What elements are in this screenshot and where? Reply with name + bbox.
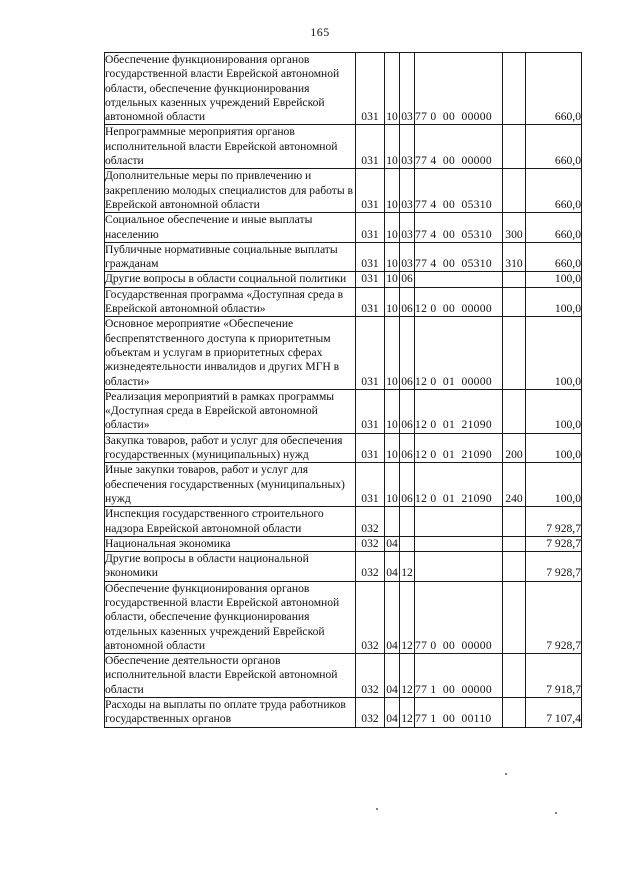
expense-type-cell [503, 287, 526, 317]
scan-speck [376, 808, 378, 810]
amount-cell: 100,0 [526, 287, 582, 317]
expense-type-cell [503, 125, 526, 169]
target-article-cell: 12 0 01 21090 [415, 463, 503, 507]
page-number: 165 [310, 25, 330, 39]
amount-cell: 7 928,7 [526, 507, 582, 537]
ministry-code-cell: 032 [356, 552, 385, 582]
target-article-cell: 12 0 01 00000 [415, 317, 503, 389]
subsection-code-cell: 03 [400, 242, 415, 272]
ministry-code-cell: 032 [356, 698, 385, 728]
target-article-cell: 77 4 00 05310 [415, 169, 503, 213]
expense-type-cell [503, 169, 526, 213]
expense-type-cell: 240 [503, 463, 526, 507]
subsection-code-cell: 06 [400, 389, 415, 433]
amount-cell: 100,0 [526, 463, 582, 507]
subsection-code-cell: 03 [400, 53, 415, 125]
table-row [105, 53, 582, 125]
expense-type-cell [503, 272, 526, 287]
target-article-cell: 12 0 00 00000 [415, 287, 503, 317]
target-article-cell: 77 4 00 05310 [415, 242, 503, 272]
subsection-code-cell: 03 [400, 213, 415, 243]
item-name-cell: Закупка товаров, работ и услуг для обеспечения государственных (муниципальных) нужд [105, 433, 356, 463]
target-article-cell [415, 552, 503, 582]
subsection-code-cell: 12 [400, 581, 415, 653]
table-row [105, 654, 582, 698]
subsection-code-cell: 06 [400, 463, 415, 507]
amount-cell: 7 928,7 [526, 536, 582, 551]
expense-type-cell [503, 581, 526, 653]
target-article-cell: 77 4 00 05310 [415, 213, 503, 243]
expense-type-cell [503, 389, 526, 433]
table-row [105, 287, 582, 317]
target-article-cell: 77 1 00 00110 [415, 698, 503, 728]
expense-type-cell: 300 [503, 213, 526, 243]
item-name-cell: Иные закупки товаров, работ и услуг для обеспечения государственных (муниципальных) нужд [105, 463, 356, 507]
ministry-code-cell: 031 [356, 433, 385, 463]
ministry-code-cell: 032 [356, 654, 385, 698]
table-row [105, 317, 582, 389]
subsection-code-cell: 06 [401, 272, 413, 286]
ministry-code-cell: 031 [356, 317, 385, 389]
expense-type-cell [503, 536, 526, 551]
expense-type-cell: 200 [503, 433, 526, 463]
table-row [105, 125, 582, 169]
amount-cell: 100,0 [526, 389, 582, 433]
target-article-cell [415, 272, 503, 287]
amount-cell: 100,0 [526, 433, 582, 463]
target-article-cell [415, 507, 503, 537]
ministry-code-cell: 032 [356, 507, 385, 537]
budget-table-body [105, 53, 582, 728]
section-code-cell: 10 [385, 53, 400, 125]
amount-cell: 660,0 [526, 242, 582, 272]
section-code-cell: 04 [385, 552, 400, 582]
section-code-cell: 04 [385, 581, 400, 653]
ministry-code-cell: 031 [356, 287, 385, 317]
amount-cell: 7 107,4 [526, 698, 582, 728]
amount-cell: 660,0 [526, 213, 582, 243]
section-code-cell: 10 [385, 389, 400, 433]
section-code-cell: 10 [385, 125, 400, 169]
item-name-cell: Социальное обеспечение и иные выплаты населению [105, 213, 356, 243]
expense-type-cell [503, 507, 526, 537]
item-name-cell: Дополнительные меры по привлечению и закреплению молодых специалистов для работы в Еврейской автономной области [105, 169, 356, 213]
section-code-cell: 10 [385, 169, 400, 213]
item-name-cell: Обеспечение функционирования органов государственной власти Еврейской автономной области, обеспечение функционирования отдельных казенных учреждений Еврейской автономной области [105, 581, 356, 653]
ministry-code-cell: 032 [356, 581, 385, 653]
target-article-cell: 12 0 01 21090 [415, 389, 503, 433]
item-name-cell: Расходы на выплаты по оплате труда работников государственных органов [105, 698, 356, 728]
ministry-code-cell: 031 [356, 53, 385, 125]
expense-type-cell [503, 317, 526, 389]
item-name-cell: Инспекция государственного строительного надзора Еврейской автономной области [105, 507, 356, 537]
expense-type-cell [503, 552, 526, 582]
subsection-code-cell [400, 507, 415, 537]
amount-cell: 660,0 [526, 169, 582, 213]
scan-speck [505, 773, 507, 775]
amount-cell: 660,0 [526, 125, 582, 169]
table-row [105, 433, 582, 463]
budget-table [104, 52, 582, 728]
target-article-cell: 77 4 00 00000 [415, 125, 503, 169]
scan-speck [555, 812, 557, 814]
amount-cell: 100,0 [526, 272, 582, 287]
section-code-cell: 10 [385, 433, 400, 463]
ministry-code-cell: 031 [356, 213, 385, 243]
target-article-cell [415, 536, 503, 551]
table-row [105, 463, 582, 507]
section-code-cell [385, 507, 400, 537]
table-row [105, 389, 582, 433]
item-name-cell: Обеспечение деятельности органов исполнительной власти Еврейской автономной области [105, 654, 356, 698]
item-name-cell: Реализация мероприятий в рамках программы «Доступная среда в Еврейской автономной области» [105, 389, 356, 433]
section-code-cell: 10 [385, 213, 400, 243]
table-row [105, 272, 582, 287]
amount-cell: 7 918,7 [526, 654, 582, 698]
table-row [105, 213, 582, 243]
table-row [105, 536, 582, 551]
subsection-code-cell: 06 [400, 317, 415, 389]
amount-cell: 100,0 [526, 317, 582, 389]
target-article-cell: 77 1 00 00000 [415, 654, 503, 698]
item-name-cell: Непрограммные мероприятия органов исполнительной власти Еврейской автономной области [105, 125, 356, 169]
section-code-cell: 10 [385, 287, 400, 317]
table-row [105, 169, 582, 213]
section-code-cell: 10 [385, 242, 400, 272]
table-row [105, 698, 582, 728]
item-name-cell: Основное мероприятие «Обеспечение беспрепятственного доступа к приоритетным объектам и услугам в приоритетных сферах жизнедеятельности инвалидов и других МГН в области» [105, 317, 356, 389]
subsection-code-cell: 03 [400, 169, 415, 213]
subsection-code-cell: 12 [400, 698, 415, 728]
ministry-code-cell: 031 [356, 242, 385, 272]
section-code-cell: 10 [385, 463, 400, 507]
table-row [105, 242, 582, 272]
ministry-code-cell: 031 [356, 125, 385, 169]
subsection-code-cell: 12 [400, 552, 415, 582]
target-article-cell: 77 0 00 00000 [415, 53, 503, 125]
subsection-code-cell: 12 [400, 654, 415, 698]
item-name-cell: Обеспечение функционирования органов государственной власти Еврейской автономной области, обеспечение функционирования отдельных казенных учреждений Еврейской автономной области [105, 53, 356, 125]
table-row [105, 581, 582, 653]
expense-type-cell [503, 698, 526, 728]
item-name-cell: Государственная программа «Доступная среда в Еврейской автономной области» [105, 287, 356, 317]
section-code-cell: 04 [385, 654, 400, 698]
item-name-cell: Публичные нормативные социальные выплаты гражданам [105, 242, 356, 272]
item-name-cell: Другие вопросы в области национальной экономики [105, 552, 356, 582]
ministry-code-cell: 031 [356, 169, 385, 213]
ministry-code-cell: 031 [356, 463, 385, 507]
target-article-cell: 77 0 00 00000 [415, 581, 503, 653]
item-name-cell: Другие вопросы в области социальной политики [105, 272, 356, 287]
section-code-cell: 04 [386, 536, 398, 550]
ministry-code-cell: 032 [356, 536, 385, 551]
ministry-code-cell: 031 [356, 272, 385, 287]
amount-cell: 7 928,7 [526, 581, 582, 653]
amount-cell: 7 928,7 [526, 552, 582, 582]
section-code-cell: 04 [385, 698, 400, 728]
subsection-code-cell: 06 [400, 433, 415, 463]
expense-type-cell: 310 [503, 242, 526, 272]
item-name-cell: Национальная экономика [105, 536, 356, 551]
ministry-code-cell: 031 [356, 389, 385, 433]
expense-type-cell [503, 654, 526, 698]
subsection-code-cell: 06 [400, 287, 415, 317]
section-code-cell: 10 [386, 272, 398, 286]
amount-cell: 660,0 [526, 53, 582, 125]
subsection-code-cell: 03 [400, 125, 415, 169]
expense-type-cell [503, 53, 526, 125]
target-article-cell: 12 0 01 21090 [415, 433, 503, 463]
table-row [105, 507, 582, 537]
section-code-cell: 10 [385, 317, 400, 389]
subsection-code-cell [400, 536, 415, 551]
table-row [105, 552, 582, 582]
